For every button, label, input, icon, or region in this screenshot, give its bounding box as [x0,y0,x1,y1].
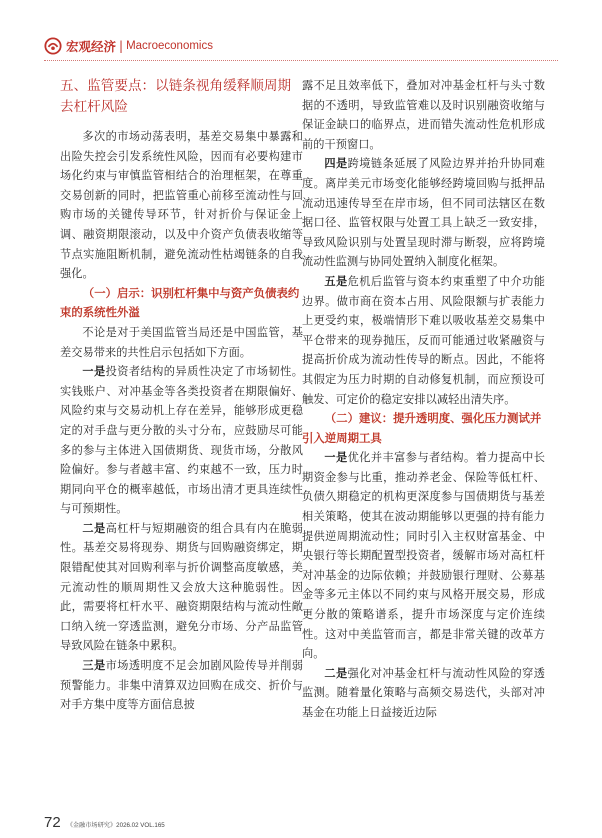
left-column [60,76,303,715]
page-header [44,36,213,56]
point-lead: 三是 [82,659,106,673]
point-text: 投资者结构的异质性决定了市场韧性。实钱账户、对冲基金等各类投资者在期限偏好、风险约束与交易动机上存在差异，能够形成更稳定的对手盘与更分散的头寸分布，应鼓励尽可能多的参与主体进入国债期货、现货市场，分散风险偏好。参与者越丰富、约束越不一致，压力时期同向平仓的概率越低，市场出清才更具连续性与可预期性。 [60,365,303,516]
point-text: 市场透明度不足会加剧风险传导并削弱预警能力。非集中清算双边回购在成交、折价与对手方集中度等方面信息披 [60,659,303,712]
subheading-recommendation: （二）建议：提升透明度、强化压力测试并引入逆周期工具 [302,411,542,445]
point-text: 优化并丰富参与者结构。着力提高中长期资金参与比重，推动养老金、保险等低杠杆、负债久期稳定的机构更深度参与国债期货与基差相关策略，使其在波动期能够以更强的持有能力提供逆周期流动性；同时引入主权财富基金、中央银行等长期配置型投资者，缓解市场对高杠杆对冲基金的边际依赖；并鼓励银行理财、公募基金等多元主体以不同约束与风格开展交易，形成更分散的策略谱系，提升市场深度与定价连续性。这对中美监管而言，都是非常关键的改革方向。 [302,451,545,661]
point-text: 危机后监管与资本约束重塑了中介功能边界。做市商在资本占用、风险限额与扩表能力上更受约束，极端情形下难以吸收基差交易集中平仓带来的现券抛压，反而可能通过收紧融资与提高折价成为流动性传导的断点。因此，不能将其假定为压力时期的自动修复机制，而应预设可触发、可定价的稳定安排以减轻出清失序。 [302,274,545,406]
paragraph [302,154,545,272]
point-lead: 二是 [324,666,348,680]
section-heading: 五、监管要点：以链条视角缓释顺周期去杠杆风险 [60,78,292,115]
subheading-insight: （一）启示：识别杠杆集中与资产负债表约束的系统性外溢 [60,285,300,320]
right-column [302,76,545,723]
header-divider [44,60,558,61]
paragraph [60,656,303,715]
point-lead: 四是 [324,157,348,171]
point-text: 高杠杆与短期融资的组合具有内在脆弱性。基差交易将现券、期货与回购融资绑定，期限错配使其对回购利率与折价调整高度敏感，美元流动性的顺周期性又会放大这种脆弱性。因此，需要将杠杆水平、融资期限结构与流动性敞口纳入统一穿透监测，避免分市场、分产品监管导致风险在链条中累积。 [60,521,303,653]
point-text: 强化对冲基金杠杆与流动性风险的穿透监测。随着量化策略与高频交易迭代，头部对冲基金在功能上日益接近边际 [302,666,545,719]
paragraph [302,664,545,723]
point-lead: 一是 [324,451,348,465]
brand-logo-icon [44,37,62,55]
paragraph [302,272,545,409]
journal-citation: 《金融市场研究》2026.02 VOL.165 [66,822,165,829]
paragraph [60,519,303,656]
paragraph [60,362,303,519]
page-footer [44,814,165,831]
paragraph: 多次的市场动荡表明，基差交易集中暴露和出险失控会引发系统性风险，因而有必要构建市场化约束与审慎监管相结合的治理框架，在尊重交易创新的同时，把监管重心前移至流动性与回购市场的关键传导环节，针对折价与保证金上调、融资期限滚动，以及中介资产负债表收缩等节点实施阻断机制，避免流动性枯竭链条的自我强化。 [60,130,303,281]
section-title-english: Macroeconomics [126,40,213,52]
point-lead: 二是 [82,521,106,535]
point-text: 跨境链条延展了风险边界并抬升协同难度。离岸美元市场变化能够经跨境回购与抵押品流动迅速传导至在岸市场，但不同司法辖区在数据口径、监管权限与处置工具上缺乏一致安排，导致风险识别与处置呈现时滞与断裂，应将跨境流动性监测与协同处置纳入制度化框架。 [302,157,545,269]
page-number: 72 [44,814,61,831]
section-title: 宏观经济 [66,39,117,54]
paragraph [302,448,545,664]
point-lead: 五是 [324,274,348,288]
point-lead: 一是 [82,365,106,379]
section-separator: | [119,39,124,53]
paragraph: 不论是对于美国监管当局还是中国监管，基差交易带来的共性启示包括如下方面。 [60,325,303,359]
paragraph-continued: 露不足且效率低下，叠加对冲基金杠杆与头寸数据的不透明，导致监管难以及时识别融资收缩与保证金缺口的临界点，进而错失流动性危机形成前的干预窗口。 [302,79,545,151]
